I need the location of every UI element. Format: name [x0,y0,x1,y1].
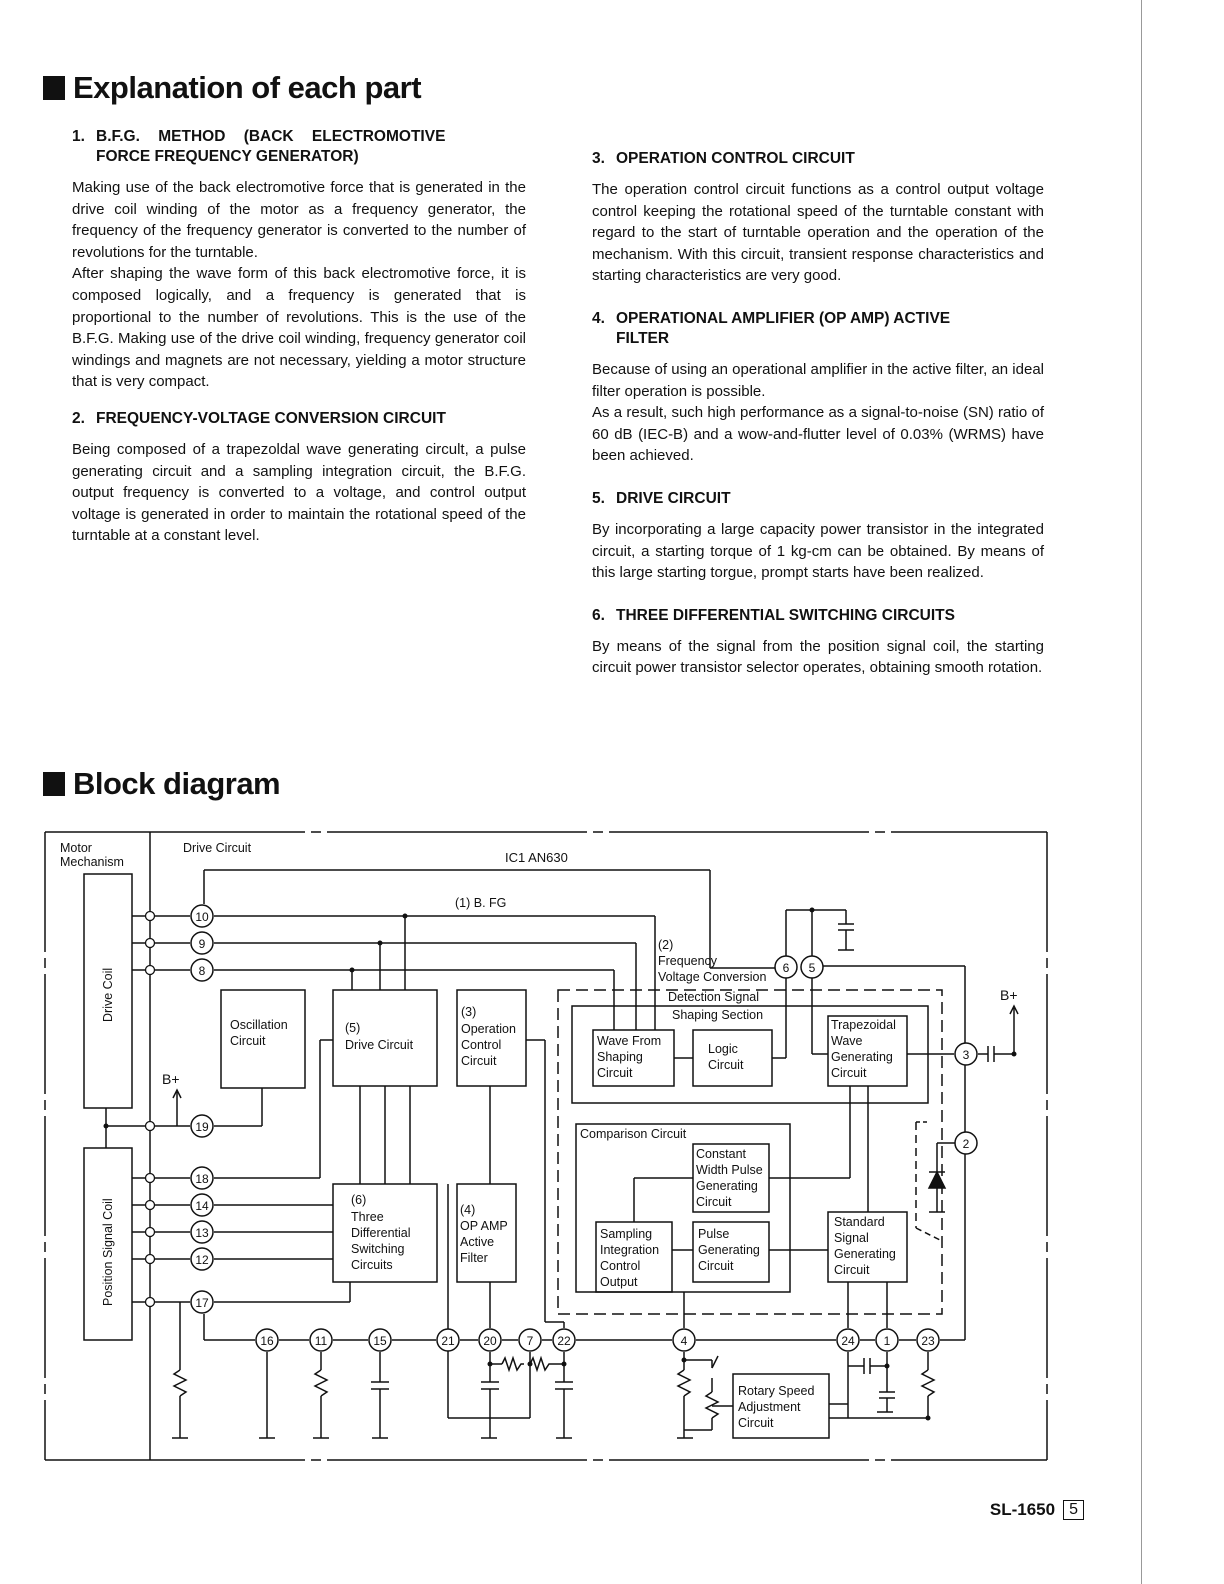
explanation-title: Explanation of each part [73,70,422,105]
section-2-title-text: FREQUENCY-VOLTAGE CONVERSION CIRCUIT [96,409,446,427]
section-4-title-line2: FILTER [616,329,670,347]
motor-label: Motor [60,841,92,855]
logic-label-1: Logic [708,1042,738,1056]
opc-number-label: (3) [461,1005,477,1019]
std-label-1: Standard [834,1215,885,1229]
wave-label-3: Circuit [597,1066,633,1080]
section-3-title-text: OPERATION CONTROL CIRCUIT [616,150,855,167]
detection-label-1: Detection Signal [668,990,760,1004]
oscillation-label-1: Oscillation [230,1018,288,1032]
tdc-label-2: Three [351,1210,384,1224]
pin-label-11: 11 [314,1334,328,1348]
drive-coil-label: Drive Coil [101,967,115,1022]
pin-label-17: 17 [195,1296,209,1310]
section-2-paragraph-1: Being composed of a trapezoldal wave generating circult, a pulse generating circuit and a sampling integration circuit, the B.F.G. output frequency is converted to a voltage, and control output voltage is generated in order to maintain the rotational speed of the turntable at a constant level. [72,440,526,545]
opc-label-3: Control [461,1038,502,1052]
bfg-label: (1) B. FG [455,896,507,910]
section-1-paragraph-2: After shaping the wave form of this back electromotive force, it is composed logically, and a frequency is generated that is proportional to the number of revolutions. This is the use of the B.F.G. Making use of the drive coil winding, frequency generator coil windings and magnets are not necessary, yielding a motor structure that is very compact. [72,265,526,391]
rotary-label-2: Adjustment [738,1400,801,1414]
oscillation-label-2: Circuit [230,1034,266,1048]
samp-label-3: Control [600,1259,641,1273]
cw-label-3: Generating [696,1179,758,1193]
std-label-2: Signal [834,1231,869,1245]
samp-label-2: Integration [600,1243,660,1257]
pin-label-10: 10 [195,910,209,924]
pin-label-9: 9 [198,937,206,951]
logic-label-2: Circuit [708,1058,744,1072]
section-5-title-text: DRIVE CIRCUIT [616,489,731,507]
pin-label-7: 7 [526,1334,534,1348]
pulse-label-1: Pulse [698,1227,730,1241]
section-1-title-line2: FORCE FREQUENCY GENERATOR) [96,148,359,165]
trap-label-3: Generating [831,1050,893,1064]
pin-label-18: 18 [195,1172,209,1186]
pulse-label-2: Generating [698,1243,760,1257]
pulse-label-3: Circuit [698,1259,734,1273]
std-label-3: Generating [834,1247,896,1261]
pin-label-13: 13 [195,1226,209,1240]
pin-label-23: 23 [921,1334,935,1348]
rotary-label-3: Circuit [738,1416,774,1430]
drive-number-label: (5) [345,1021,361,1035]
trap-label-4: Circuit [831,1066,867,1080]
pin-label-15: 15 [373,1334,387,1348]
cw-label-4: Circuit [696,1195,732,1209]
section-6-paragraph-1: By means of the signal from the position signal coil, the starting circuit power transistor selector operates, obtaining smooth rotation. [592,637,1044,677]
comparison-label: Comparison Circuit [580,1127,687,1141]
pin-label-12: 12 [195,1253,209,1267]
section-6-number: 6. [592,606,605,624]
pin-label-5: 5 [808,961,816,975]
section-1-title-line1: B.F.G. METHOD (BACK ELECTROMOTIVE [96,128,446,145]
pin-label-19: 19 [195,1120,209,1134]
section-3-paragraph-1: The operation control circuit functions as a control output voltage control keeping the rotational speed of the turntable constant with regard to the start of turntable operation and the operation of the mechanism. With this circuit, transient response characteristics and starting characteristics are very good. [592,181,1044,285]
section-3-number: 3. [592,150,605,167]
pin-label-20: 20 [483,1334,497,1348]
pin-label-3: 3 [962,1048,970,1062]
tdc-label-1: (6) [351,1193,367,1207]
position-coil-label: Position Signal Coil [101,1198,115,1306]
cw-label-2: Width Pulse [696,1163,763,1177]
section-4-title-line1: OPERATIONAL AMPLIFIER (OP AMP) ACTIVE [616,309,951,327]
drive-circuit-label: Drive Circuit [345,1038,414,1052]
fv-frequency-label: Frequency [658,954,718,968]
pin-label-16: 16 [260,1334,274,1348]
page-footer [990,1500,1084,1520]
bplus-left-label: B+ [162,1071,180,1087]
detection-label-2: Shaping Section [672,1008,764,1022]
section-6-title-text: THREE DIFFERENTIAL SWITCHING CIRCUITS [616,606,955,624]
section-4-paragraph-2: As a result, such high performance as a signal-to-noise (SN) ratio of 60 dB (IEC-B) and a wow-and-flutter level of 0.03% (WRMS) have been achieved. [592,404,1044,465]
section-1-paragraph-1: Making use of the back electromotive force that is generated in the drive coil winding of the motor as a frequency generator, the frequency of the frequency generator is converted to the number of revolutions for the turntable. [72,179,526,261]
rotary-label-1: Rotary Speed [738,1384,815,1398]
opc-label-2: Operation [461,1022,516,1036]
fv-number-label: (2) [658,938,674,952]
std-label-4: Circuit [834,1263,870,1277]
drive-circuit-top-label: Drive Circuit [183,841,252,855]
pin-label-2: 2 [962,1137,970,1151]
samp-label-4: Output [600,1275,638,1289]
pin-label-1: 1 [883,1334,891,1348]
tdc-label-5: Circuits [351,1258,393,1272]
pin-label-14: 14 [195,1199,209,1213]
page-number: 5 [1063,1500,1084,1520]
wave-label-1: Wave From [597,1034,662,1048]
pin-label-24: 24 [841,1334,855,1348]
trap-label-1: Trapezoidal [831,1018,896,1032]
section-4-number: 4. [592,309,605,327]
opc-label-4: Circuit [461,1054,497,1068]
section-5-paragraph-1: By incorporating a large capacity power transistor in the integrated circuit, a starting torque of 1 kg-cm can be obtained. By means of this large starting torgue, prompt starts have been realized. [592,520,1044,582]
section-2-number: 2. [72,409,85,427]
ic-label: IC1 AN630 [505,850,568,865]
pin-label-6: 6 [782,961,790,975]
section-4-paragraph-1: Because of using an operational amplifier in the active filter, an ideal filter operation is possible. [592,360,1044,400]
fv-conversion-label: Voltage Conversion [658,970,767,984]
opamp-label-1: (4) [460,1203,476,1217]
opamp-label-3: Active [460,1235,495,1249]
tdc-label-4: Switching [351,1242,405,1256]
cw-label-1: Constant [696,1147,747,1161]
wave-label-2: Shaping [597,1050,643,1064]
pin-label-22: 22 [557,1334,571,1348]
pin-label-4: 4 [680,1334,688,1348]
opamp-label-4: Filter [460,1251,488,1265]
bplus-right-label: B+ [1000,987,1018,1003]
model-number: SL-1650 [989,1500,1056,1519]
block-diagram-title: Block diagram [73,766,281,801]
samp-label-1: Sampling [600,1227,653,1241]
pin-label-8: 8 [198,964,206,978]
section-5-number: 5. [592,489,605,507]
trap-label-2: Wave [831,1034,863,1048]
mechanism-label: Mechanism [60,855,124,869]
opamp-label-2: OP AMP [460,1219,508,1233]
tdc-label-3: Differential [351,1226,411,1240]
pin-label-21: 21 [441,1334,455,1348]
section-1-number: 1. [72,128,85,145]
